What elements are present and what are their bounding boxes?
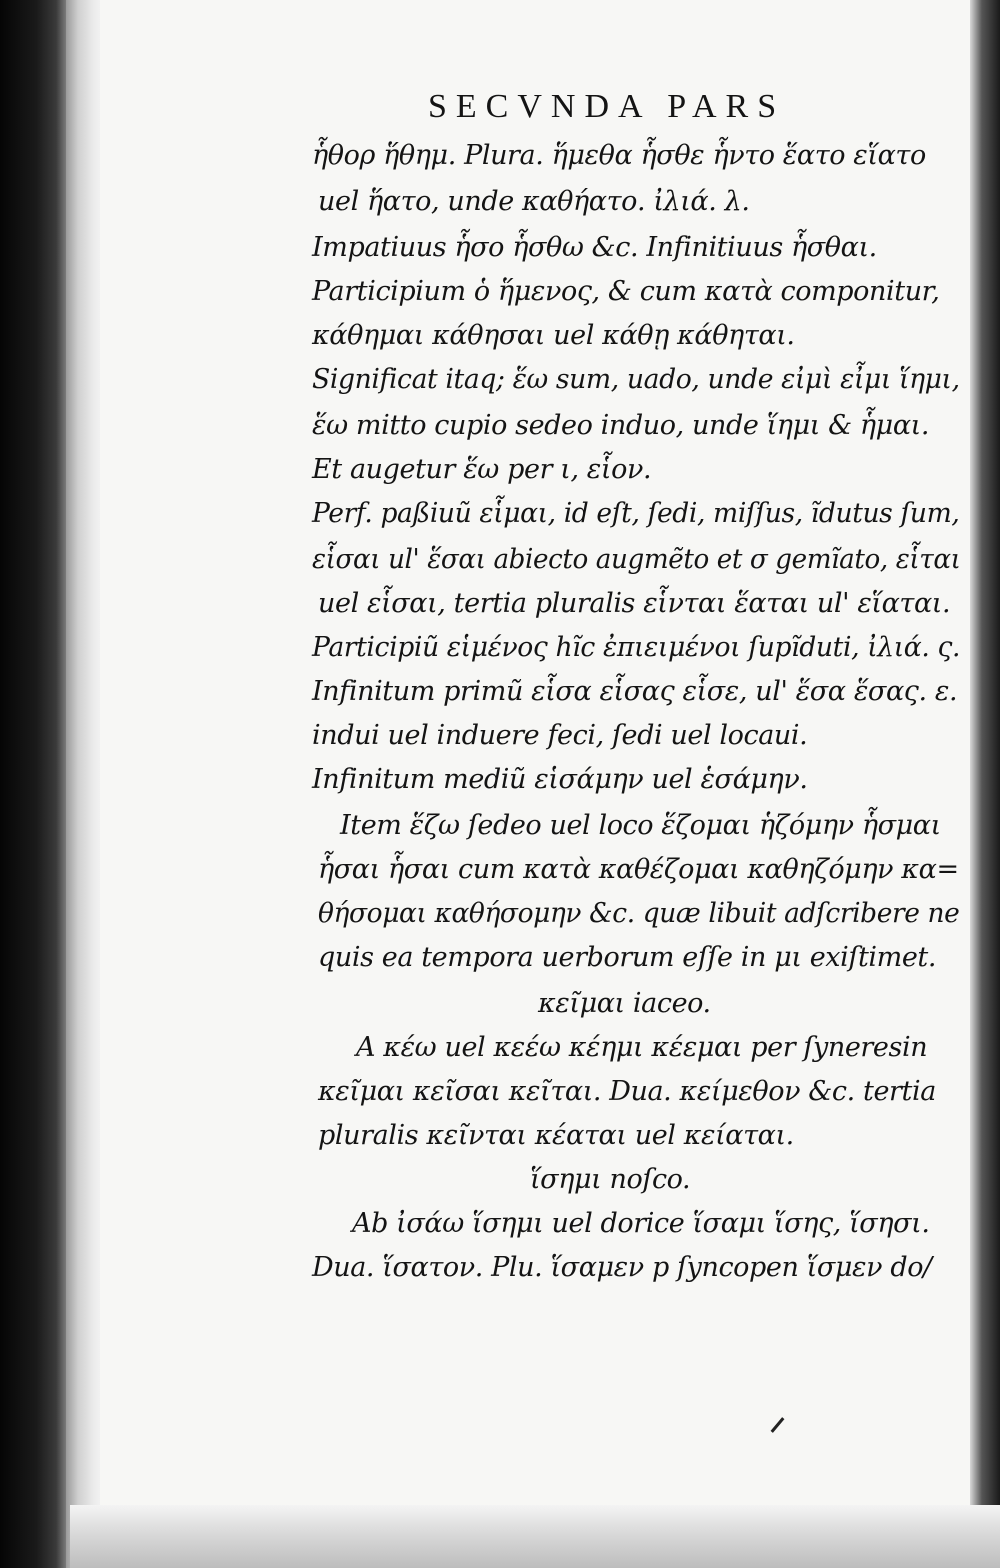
text-line: Participiũ εἱμένος hĩc ἐπιειμένοι ſupĩduti, ἰλιά. ς. — [312, 632, 961, 663]
text-line: ἧσαι ἧσαι cum κατὰ καθέζομαι καθηζόμην κα= — [318, 854, 959, 885]
text-line: A κέω uel κεέω κέημι κέεμαι per ſyneresin — [356, 1032, 928, 1063]
bottom-page-edge — [70, 1505, 1000, 1568]
text-line: κάθημαι κάθησαι uel κάθῃ κάθηται. — [312, 320, 795, 351]
text-line: Ab ἰσάω ἵσημι uel dorice ἵσαμι ἵσης, ἵσησι. — [352, 1208, 930, 1239]
text-line: Dua. ἵσατον. Plu. ἵσαμεν p ſyncopen ἵσμεν do/ — [312, 1252, 932, 1283]
section-heading: κεῖμαι iaceo. — [538, 988, 711, 1019]
text-line: Item ἕζω ſedeo uel loco ἕζομαι ἡζόμην ἧσμαι — [340, 810, 941, 841]
text-line: Infinitum mediũ εἱσάμην uel ἑσάμην. — [312, 764, 808, 795]
text-line: quis ea tempora uerborum eſſe in μι exiſtimet. — [318, 942, 937, 973]
text-line: Significat itaq; ἕω sum, uado, unde εἰμὶ εἶμι ἵημι, — [312, 364, 960, 395]
text-line: uel ἥατο, unde καθήατο. ἰλιά. λ. — [318, 186, 750, 217]
section-heading: ἵσημι noſco. — [530, 1164, 691, 1195]
text-line: θήσομαι καθήσομην &c. quæ libuit adſcribere ne — [318, 898, 960, 929]
text-line: pluralis κεῖνται κέαται uel κείαται. — [318, 1120, 794, 1151]
text-line: κεῖμαι κεῖσαι κεῖται. Dua. κείμεθον &c. tertia — [318, 1076, 936, 1107]
text-line: Infinitum primũ εἷσα εἷσας εἷσε, ul' ἕσα ἕσας. ε. — [312, 676, 958, 707]
text-line: ἕω mitto cupio sedeo induo, unde ἵημι & ἧμαι. — [312, 410, 930, 441]
running-head: SECVNDA PARS — [428, 88, 786, 125]
right-page-edge — [970, 0, 1000, 1568]
text-line: Et augetur ἕω per ι, εἷον. — [312, 454, 652, 485]
text-line: ἧθορ ἥθημ. Plura. ἥμεθα ἧσθε ἧντο ἕατο εἵατο — [312, 140, 926, 171]
text-line: indui uel induere feci, ſedi uel locaui. — [312, 720, 808, 751]
text-line: εἷσαι ul' ἕσαι abiecto augmẽto et σ gemĩato, εἷται — [312, 544, 961, 575]
text-line: uel εἷσαι, tertia pluralis εἷνται ἕαται ul' εἵαται. — [318, 588, 951, 619]
text-line: Perf. paßiuũ εἷμαι, id eſt, ſedi, miſſus, ĩdutus ſum, — [312, 498, 960, 529]
book-spine — [0, 0, 66, 1568]
text-line: Impatiuus ἧσο ἧσθω &c. Infinitiuus ἧσθαι. — [312, 232, 877, 263]
text-line: Participium ὁ ἥμενος, & cum κατὰ componitur, — [312, 276, 940, 307]
